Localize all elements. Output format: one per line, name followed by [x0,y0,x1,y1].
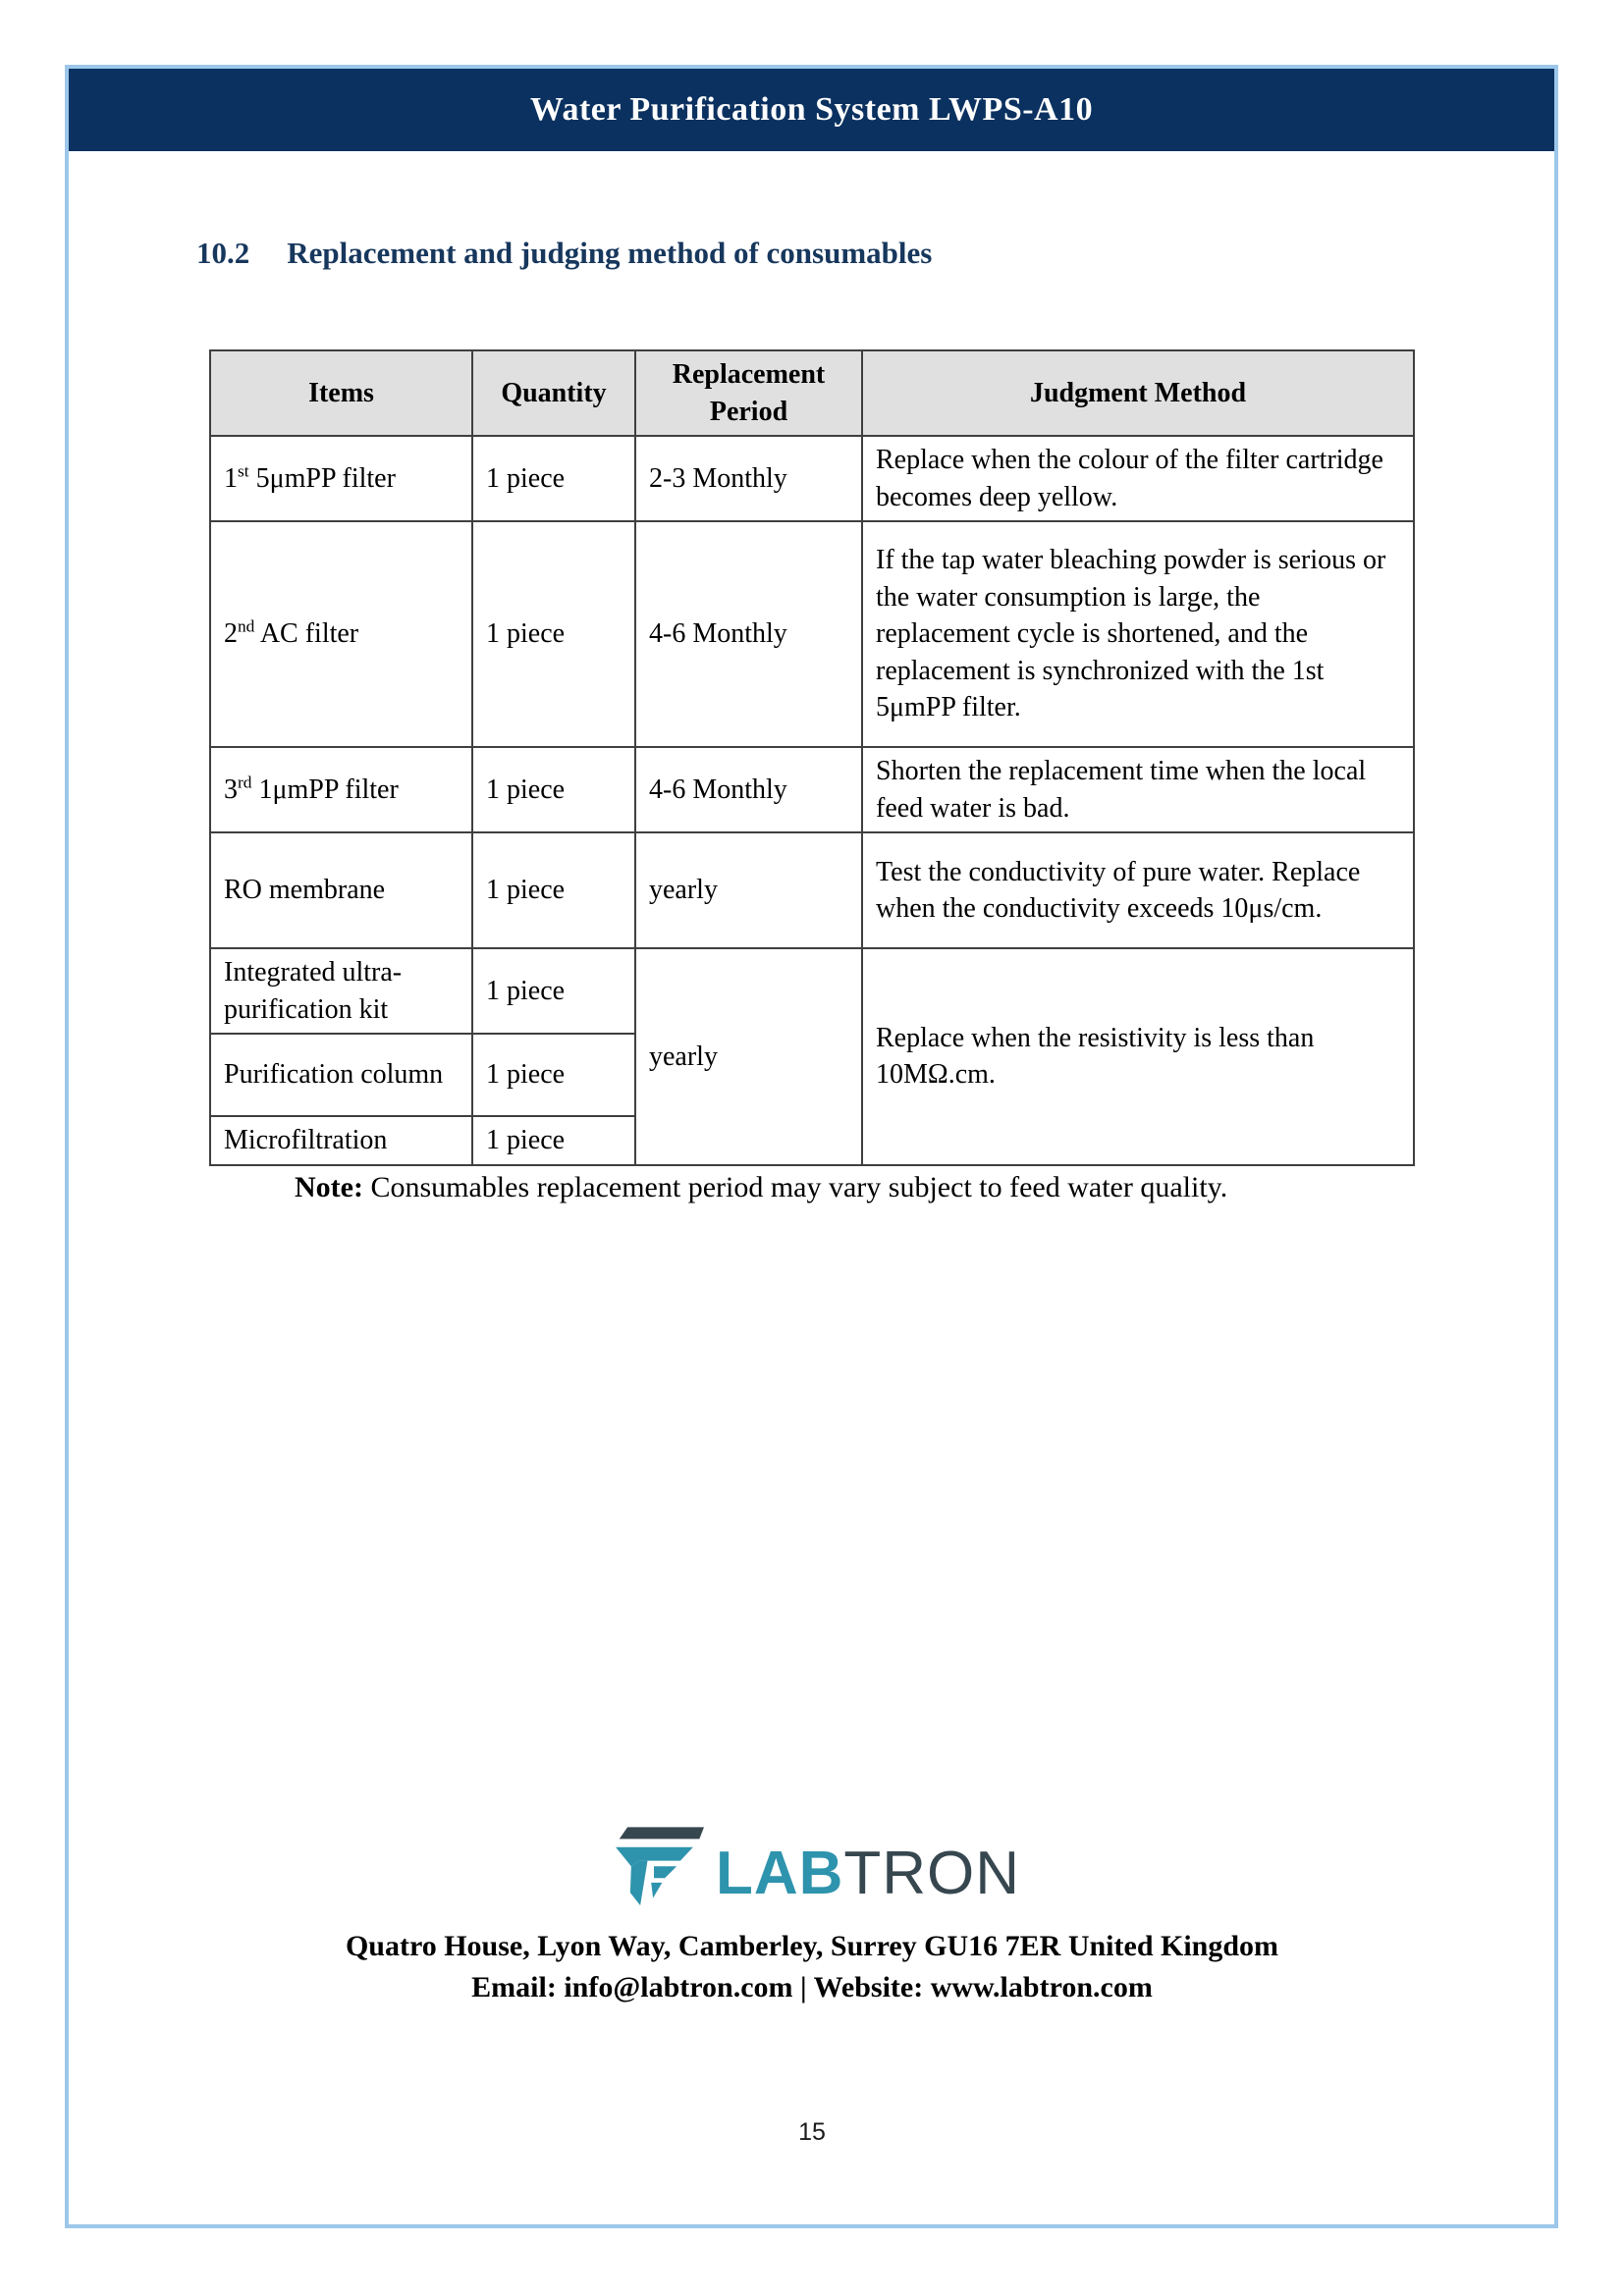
section-heading [196,236,932,271]
judgment-cell: If the tap water bleaching powder is serious or the water consumption is large, the replacement cycle is shortened, and the replacement is synchronized with the 1st 5μmPP filter. [862,521,1414,747]
merged-judgment-cell: Replace when the resistivity is less than 10MΩ.cm. [862,948,1414,1165]
title-bar [69,69,1554,151]
period-cell: yearly [635,832,862,948]
period-cell: 4-6 Monthly [635,521,862,747]
labtron-logo [0,1822,1624,1910]
item-cell: 1st 5μmPP filter [210,436,472,521]
column-header-judgment: Judgment Method [862,350,1414,436]
note [295,1171,1227,1204]
section-number: 10.2 [196,236,250,270]
merged-period-cell: yearly [635,948,862,1165]
table-row [210,521,1414,747]
note-label: Note: [295,1171,363,1203]
section-title: Replacement and judging method of consumables [287,236,933,270]
item-cell: Microfiltration [210,1116,472,1165]
judgment-cell: Shorten the replacement time when the local feed water is bad. [862,747,1414,832]
page-number: 15 [798,2118,826,2146]
period-cell: 2-3 Monthly [635,436,862,521]
item-cell: Integrated ultra-purification kit [210,948,472,1034]
ordinal-suffix: st [238,461,249,481]
logo-tron-text: TRON [843,1840,1021,1907]
quantity-cell: 1 piece [472,747,635,832]
consumables-table-container [209,349,1415,1166]
item-cell: RO membrane [210,832,472,948]
ordinal-suffix: nd [238,616,255,636]
item-cell: Purification column [210,1034,472,1116]
judgment-cell: Test the conductivity of pure water. Replace when the conductivity exceeds 10μs/cm. [862,832,1414,948]
table-row [210,436,1414,521]
labtron-logo-text [715,1840,1021,1907]
quantity-cell: 1 piece [472,1116,635,1165]
labtron-logo-icon [604,1822,704,1916]
note-text: Consumables replacement period may vary subject to feed water quality. [362,1171,1228,1203]
item-cell: 3rd 1μmPP filter [210,747,472,832]
footer-contact: Email: info@labtron.com | Website: www.labtron.com [471,1971,1153,2003]
column-header-items: Items [210,350,472,436]
logo-lab-text: LAB [715,1840,844,1907]
footer-address: Quatro House, Lyon Way, Camberley, Surrey GU16 7ER United Kingdom [345,1930,1279,1962]
table-row [210,832,1414,948]
quantity-cell: 1 piece [472,1034,635,1116]
column-header-quantity: Quantity [472,350,635,436]
ordinal-suffix: rd [238,773,252,792]
table-row [210,747,1414,832]
period-cell: 4-6 Monthly [635,747,862,832]
column-header-period: Replacement Period [635,350,862,436]
item-cell: 2nd AC filter [210,521,472,747]
table-row [210,948,1414,1034]
consumables-table [209,349,1415,1166]
judgment-cell: Replace when the colour of the filter cartridge becomes deep yellow. [862,436,1414,521]
quantity-cell: 1 piece [472,436,635,521]
page-title: Water Purification System LWPS-A10 [529,91,1094,128]
quantity-cell: 1 piece [472,832,635,948]
quantity-cell: 1 piece [472,521,635,747]
table-header-row [210,350,1414,436]
quantity-cell: 1 piece [472,948,635,1034]
